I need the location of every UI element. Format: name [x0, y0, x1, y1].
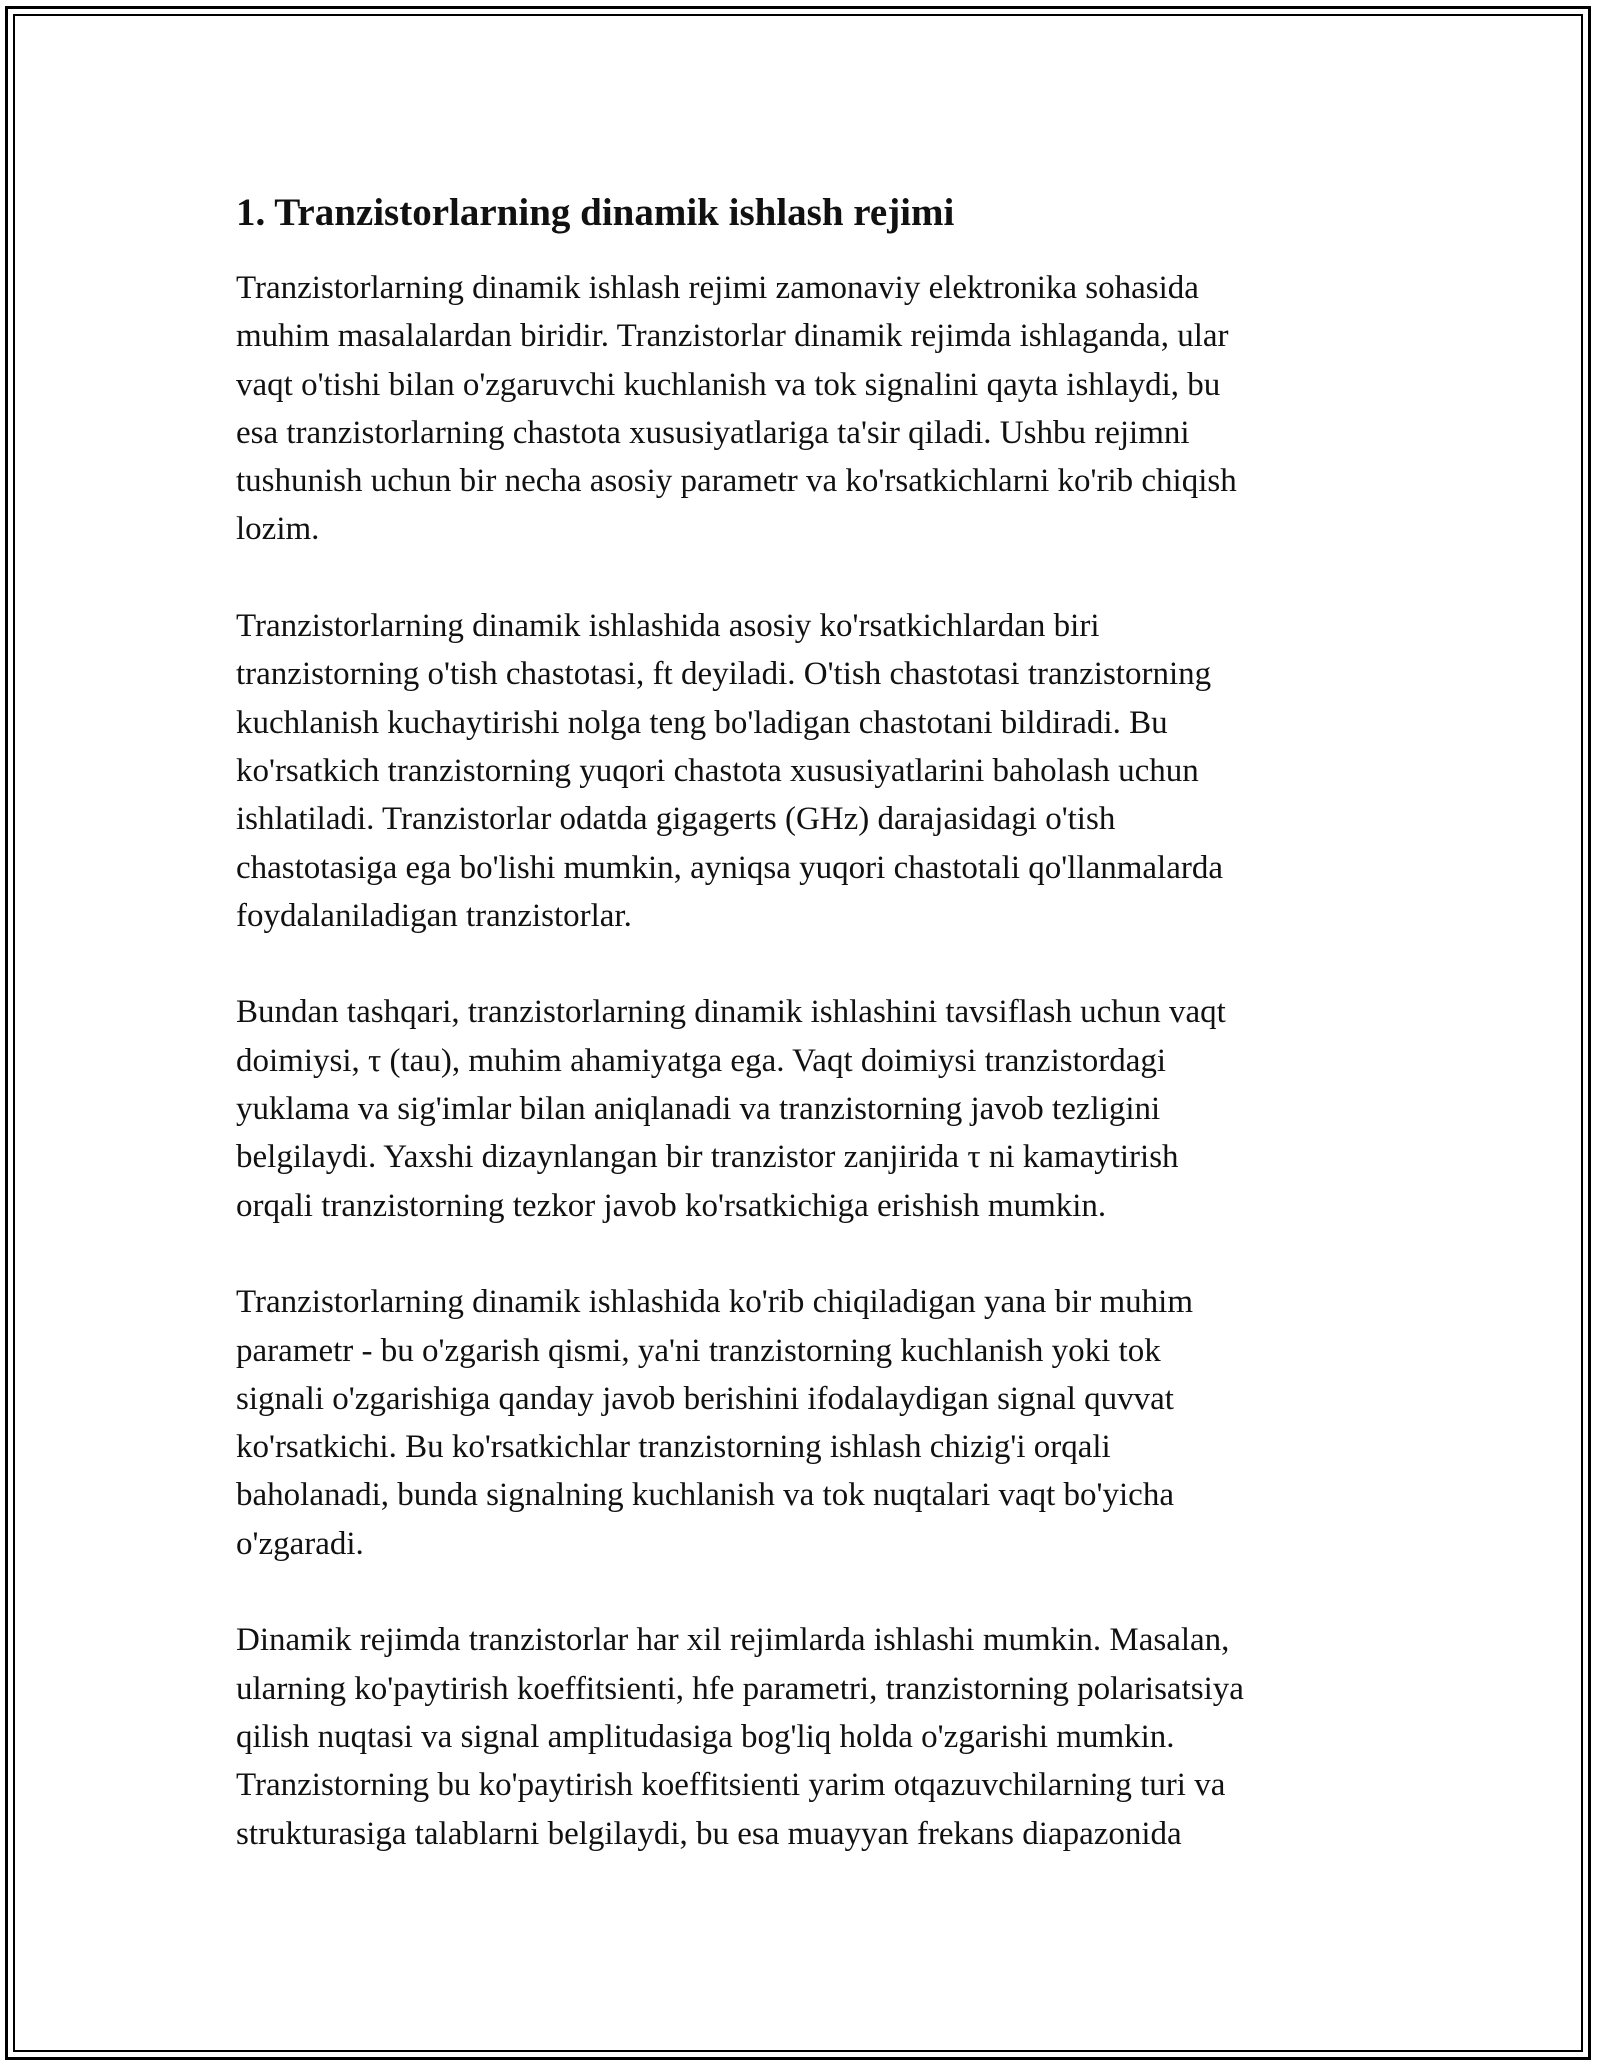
text-line: Tranzistorning bu ko'paytirish koeffitsienti yarim otqazuvchilarning turi va — [236, 1767, 1226, 1804]
text-line: baholanadi, bunda signalning kuchlanish va tok nuqtalari vaqt bo'yicha — [236, 1477, 1174, 1514]
text-line: qilish nuqtasi va signal amplitudasiga bog'liq holda o'zgarishi mumkin. — [236, 1718, 1175, 1755]
text-line: chastotasiga ega bo'lishi mumkin, ayniqsa yuqori chastotali qo'llanmalarda — [236, 849, 1223, 886]
text-line: belgilaydi. Yaxshi dizaynlangan bir tranzistor zanjirida τ ni kamaytirish — [236, 1139, 1179, 1176]
text-line: doimiysi, τ (tau), muhim ahamiyatga ega. Vaqt doimiysi tranzistordagi — [236, 1042, 1167, 1079]
text-line: ko'rsatkich tranzistorning yuqori chastota xususiyatlarini baholash uchun — [236, 752, 1199, 789]
text-line: yuklama va sig'imlar bilan aniqlanadi va tranzistorning javob tezligini — [236, 1091, 1161, 1128]
text-line: tushunish uchun bir necha asosiy parametr va ko'rsatkichlarni ko'rib chiqish — [236, 463, 1237, 500]
text-line: orqali tranzistorning tezkor javob ko'rsatkichiga erishish mumkin. — [236, 1187, 1107, 1224]
text-line: kuchlanish kuchaytirishi nolga teng bo'ladigan chastotani bildiradi. Bu — [236, 704, 1168, 741]
paragraph-2 — [236, 602, 1376, 940]
text-line: foydalaniladigan tranzistorlar. — [236, 897, 632, 934]
text-line: Bundan tashqari, tranzistorlarning dinamik ishlashini tavsiflash uchun vaqt — [236, 994, 1226, 1031]
text-line: tranzistorning o'tish chastotasi, ft deyiladi. O'tish chastotasi tranzistorning — [236, 656, 1212, 693]
document-body — [236, 186, 1376, 1906]
paragraph-1 — [236, 264, 1376, 554]
page-title: 1. Tranzistorlarning dinamik ishlash rejimi — [236, 191, 955, 234]
text-line: vaqt o'tishi bilan o'zgaruvchi kuchlanish va tok signalini qayta ishlaydi, bu — [236, 366, 1221, 403]
text-line: strukturasiga talablarni belgilaydi, bu esa muayyan frekans diapazonida — [236, 1815, 1182, 1852]
text-line: parametr - bu o'zgarish qismi, ya'ni tranzistorning kuchlanish yoki tok — [236, 1332, 1161, 1369]
text-line: Tranzistorlarning dinamik ishlash rejimi zamonaviy elektronika sohasida — [236, 270, 1199, 306]
text-line: Dinamik rejimda tranzistorlar har xil rejimlarda ishlashi mumkin. Masalan, — [236, 1622, 1230, 1659]
paragraph-4 — [236, 1278, 1376, 1568]
text-line: signali o'zgarishiga qanday javob berishini ifodalaydigan signal quvvat — [236, 1380, 1174, 1417]
text-line: muhim masalalardan biridir. Tranzistorlar dinamik rejimda ishlaganda, ular — [236, 318, 1229, 355]
paragraph-3 — [236, 988, 1376, 1229]
text-line: ularning ko'paytirish koeffitsienti, hfe parametri, tranzistorning polarisatsiya — [236, 1670, 1244, 1707]
text-line: ko'rsatkichi. Bu ko'rsatkichlar tranzistorning ishlash chizig'i orqali — [236, 1429, 1111, 1466]
text-line: lozim. — [236, 511, 320, 548]
text-line: Tranzistorlarning dinamik ishlashida asosiy ko'rsatkichlardan biri — [236, 608, 1100, 645]
text-line: ishlatiladi. Tranzistorlar odatda gigagerts (GHz) darajasidagi o'tish — [236, 801, 1116, 838]
text-line: Tranzistorlarning dinamik ishlashida ko'rib chiqiladigan yana bir muhim — [236, 1284, 1193, 1321]
text-line: o'zgaradi. — [236, 1525, 364, 1562]
paragraph-5 — [236, 1616, 1376, 1857]
text-line: esa tranzistorlarning chastota xususiyatlariga ta'sir qiladi. Ushbu rejimni — [236, 414, 1190, 451]
